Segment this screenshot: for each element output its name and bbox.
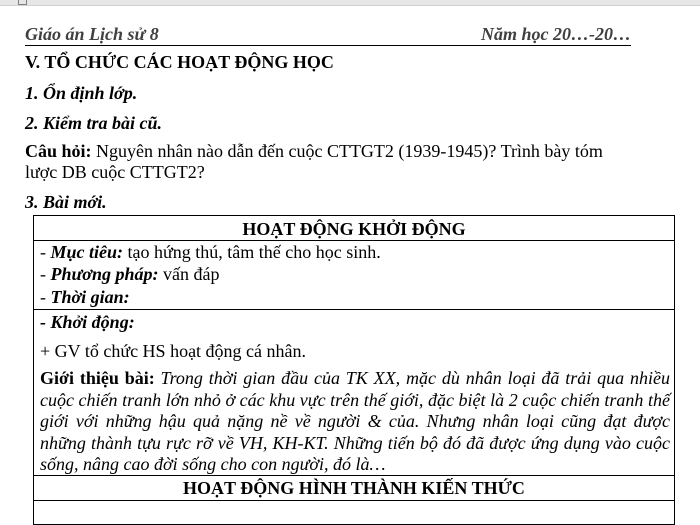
time-line: - Thời gian: [40,287,130,307]
intro-text: Trong thời gian đầu của TK XX, mặc dù nhân loại đã trải qua nhiều cuộc chiến tranh lớn nhỏ ở các khu vực trên thế giới, đặc biệt là 2 cuộc chiến tranh thế giới với những hậu quả nặng nề về người & của. Nhưng nhân loại cũng đạt được những thành tựu rực rỡ về VH, KH-KT. Những tiến bộ đó đã được ứng dụng vào cuộc sống, nâng cao đời sống cho con người, đó là… [40,368,670,474]
section-title: V. TỔ CHỨC CÁC HOẠT ĐỘNG HỌC [25,52,334,72]
question-text-2: lược DB cuộc CTTGT2? [25,162,205,182]
goal-line: - Mục tiêu: tạo hứng thú, tâm thế cho học sinh. [40,242,381,262]
table-row-divider [34,500,674,501]
start-line: - Khởi động: [40,312,135,332]
step-3-heading: 3. Bài mới. [25,192,107,212]
method-line: - Phương pháp: vấn đáp [40,264,220,284]
page-header [25,23,631,46]
goal-label: Mục tiêu: [50,242,124,262]
time-label: Thời gian: [50,287,130,307]
intro-label: Giới thiệu bài: [40,368,155,388]
method-label: Phương pháp: [50,264,159,284]
question-label: Câu hỏi: [25,141,92,161]
table-heading-knowledge: HOẠT ĐỘNG HÌNH THÀNH KIẾN THỨC [183,478,525,498]
step-1-heading: 1. Ổn định lớp. [25,83,138,103]
table-row-divider [34,475,674,476]
header-school-year: Năm học 20…-20… [481,24,631,44]
page-top-edge [0,0,700,6]
method-text: vấn đáp [158,264,220,284]
header-subject: Giáo án Lịch sử 8 [25,24,159,44]
page-corner-marker [18,0,27,5]
start-label: Khởi động: [50,312,135,332]
table-row-divider [34,309,674,310]
goal-text: tạo hứng thú, tâm thế cho học sinh. [123,242,381,262]
lesson-table [33,215,675,525]
table-heading-start: HOẠT ĐỘNG KHỞI ĐỘNG [242,219,466,239]
step-2-heading: 2. Kiểm tra bài cũ. [25,113,163,133]
question-line-1 [25,141,603,162]
table-row-divider [34,240,674,241]
question-text-1: Nguyên nhân nào dẫn đến cuộc CTTGT2 (1939-1945)? Trình bày tóm [91,141,603,161]
intro-paragraph [40,368,670,476]
activity-line: + GV tổ chức HS hoạt động cá nhân. [40,341,307,361]
